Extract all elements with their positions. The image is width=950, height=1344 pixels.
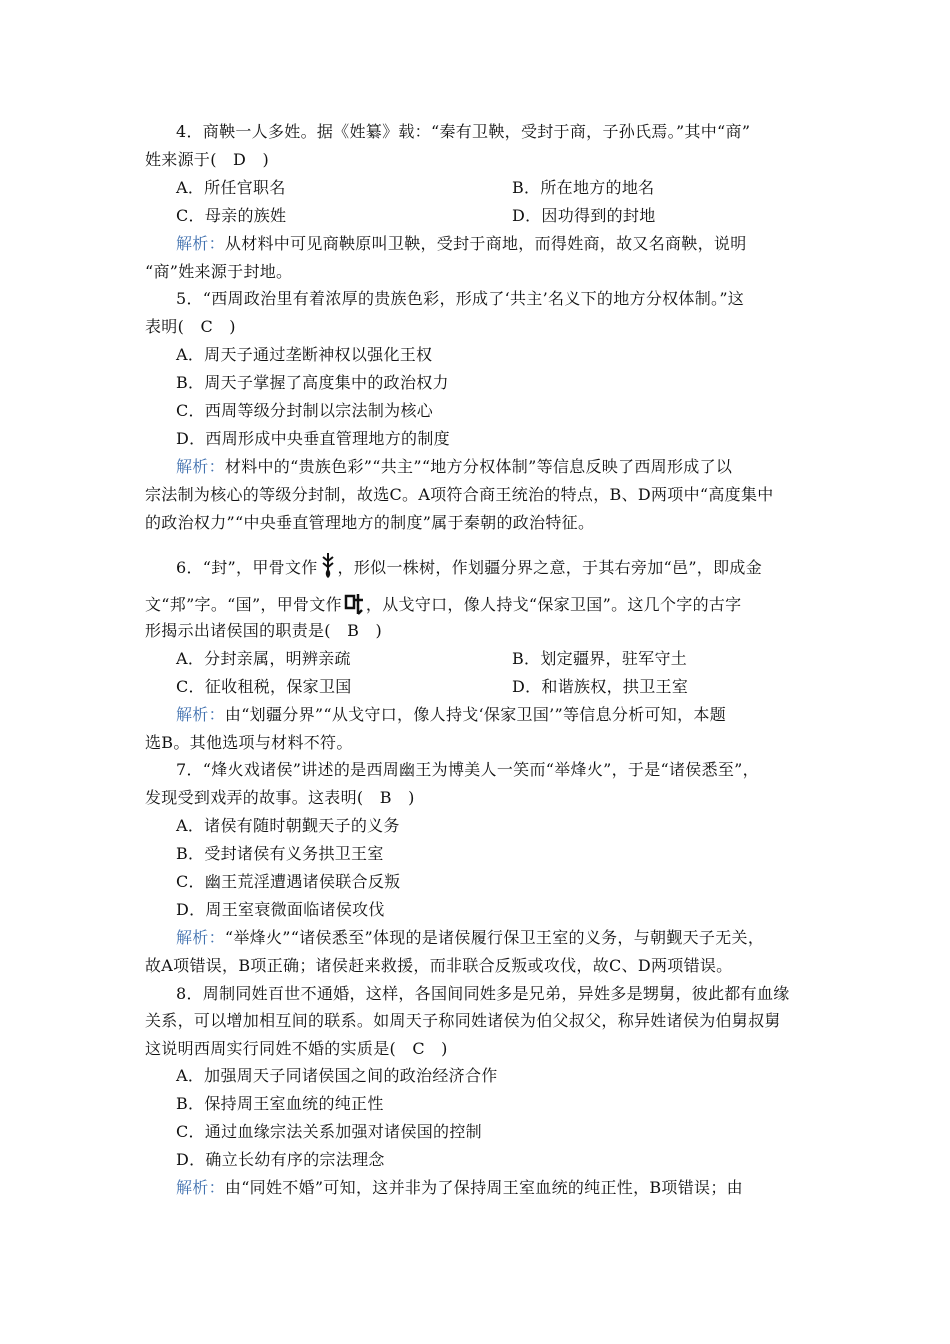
q7-stem-line2: 发现受到戏弄的故事。这表明( B ): [145, 788, 415, 807]
q5-stem-line1: 5．“西周政治里有着浓厚的贵族色彩，形成了‘共主’名义下的地方分权体制。”这: [176, 289, 745, 308]
q6-stem-text1b: ，形似一株树，作划疆分界之意，于其右旁加“邑”，即成金: [337, 558, 763, 577]
q8-analysis-text1: 由“同姓不婚”可知，这并非为了保持周王室血统的纯正性，B项错误；由: [224, 1178, 743, 1197]
q8-stem-line2: 关系，可以增加相互间的联系。如周天子称同姓诸侯为伯父叔父，称异姓诸侯为伯舅叔舅: [145, 1011, 781, 1030]
q7-option-c: C．幽王荒淫遭遇诸侯联合反叛: [176, 872, 401, 891]
q5-option-d: D．西周形成中央垂直管理地方的制度: [176, 429, 450, 448]
q8-option-d: D．确立长幼有序的宗法理念: [176, 1150, 385, 1169]
q5-option-c: C．西周等级分封制以宗法制为核心: [176, 401, 434, 420]
q6-option-c: C．征收租税，保家卫国: [176, 677, 352, 696]
q6-option-a: A．分封亲属，明辨亲疏: [176, 649, 351, 668]
oracle-bone-feng-icon: [320, 551, 336, 585]
q4-option-b: B．所在地方的地名: [512, 178, 655, 197]
q6-stem-text2b: ，从戈守口，像人持戈“保家卫国”。这几个字的古字: [365, 595, 742, 614]
q4-analysis-line1: [176, 233, 846, 255]
q4-analysis-line2: “商”姓来源于封地。: [145, 262, 293, 281]
q7-analysis-text1: “举烽火”“诸侯悉至”体现的是诸侯履行保卫王室的义务，与朝觐天子无关，: [224, 928, 765, 947]
q5-analysis-line1: [176, 456, 846, 478]
analysis-label: 解析：: [176, 1178, 225, 1197]
q8-option-a: A．加强周天子同诸侯国之间的政治经济合作: [176, 1066, 498, 1085]
q5-analysis-line3: 的政治权力”“中央垂直管理地方的制度”属于秦朝的政治特征。: [145, 513, 595, 532]
q5-option-b: B．周天子掌握了高度集中的政治权力: [176, 373, 449, 392]
q4-stem-line1: 4．商鞅一人多姓。据《姓纂》载：“秦有卫鞅，受封于商，子孙氏焉。”其中“商”: [176, 122, 751, 141]
q8-stem-line1: 8．周制同姓百世不通婚，这样，各国间同姓多是兄弟，异姓多是甥舅，彼此都有血缘: [176, 984, 790, 1003]
q7-stem-line1: 7．“烽火戏诸侯”讲述的是西周幽王为博美人一笑而“举烽火”，于是“诸侯悉至”，: [176, 760, 759, 779]
q8-analysis-line1: [176, 1177, 846, 1199]
q4-option-c: C．母亲的族姓: [176, 206, 287, 225]
q4-option-a: A．所任官职名: [176, 178, 286, 197]
q6-analysis-line2: 选B。其他选项与材料不符。: [145, 733, 353, 752]
q5-analysis-line2: 宗法制为核心的等级分封制，故选C。A项符合商王统治的特点，B、D两项中“高度集中: [145, 485, 774, 504]
q5-stem-line2: 表明( C ): [145, 317, 236, 336]
q4-analysis-text1: 从材料中可见商鞅原叫卫鞅，受封于商地，而得姓商，故又名商鞅，说明: [224, 234, 747, 253]
q6-option-d: D．和谐族权，拱卫王室: [512, 677, 689, 696]
q6-stem-line2: [145, 592, 815, 622]
q8-option-c: C．通过血缘宗法关系加强对诸侯国的控制: [176, 1122, 482, 1141]
q7-analysis-line2: 故A项错误，B项正确；诸侯赶来救援，而非联合反叛或攻伐，故C、D两项错误。: [145, 956, 733, 975]
analysis-label: 解析：: [176, 457, 225, 476]
q7-analysis-line1: [176, 927, 846, 949]
q6-stem-line1: [176, 551, 846, 585]
q4-stem-line2: 姓来源于( D ): [145, 150, 270, 169]
analysis-label: 解析：: [176, 234, 225, 253]
q7-option-a: A．诸侯有随时朝觐天子的义务: [176, 816, 400, 835]
q6-stem-line3: 形揭示出诸侯国的职责是( B ): [145, 621, 383, 640]
q7-option-d: D．周王室衰微面临诸侯攻伐: [176, 900, 385, 919]
q6-stem-text2a: 文“邦”字。“国”，甲骨文作: [145, 595, 342, 614]
q5-option-a: A．周天子通过垄断神权以强化王权: [176, 345, 433, 364]
q7-option-b: B．受封诸侯有义务拱卫王室: [176, 844, 384, 863]
q6-option-b: B．划定疆界，驻军守土: [512, 649, 688, 668]
analysis-label: 解析：: [176, 928, 225, 947]
oracle-bone-guo-icon: [344, 592, 364, 622]
q5-analysis-text1: 材料中的“贵族色彩”“共主”“地方分权体制”等信息反映了西周形成了以: [224, 457, 733, 476]
analysis-label: 解析：: [176, 705, 225, 724]
q6-analysis-text1: 由“划疆分界”“从戈守口，像人持戈‘保家卫国’”等信息分析可知，本题: [224, 705, 726, 724]
q6-stem-text1a: 6．“封”，甲骨文作: [176, 558, 318, 577]
q6-analysis-line1: [176, 704, 846, 726]
q8-stem-line3: 这说明西周实行同姓不婚的实质是( C ): [145, 1039, 448, 1058]
q4-option-d: D．因功得到的封地: [512, 206, 656, 225]
q8-option-b: B．保持周王室血统的纯正性: [176, 1094, 384, 1113]
